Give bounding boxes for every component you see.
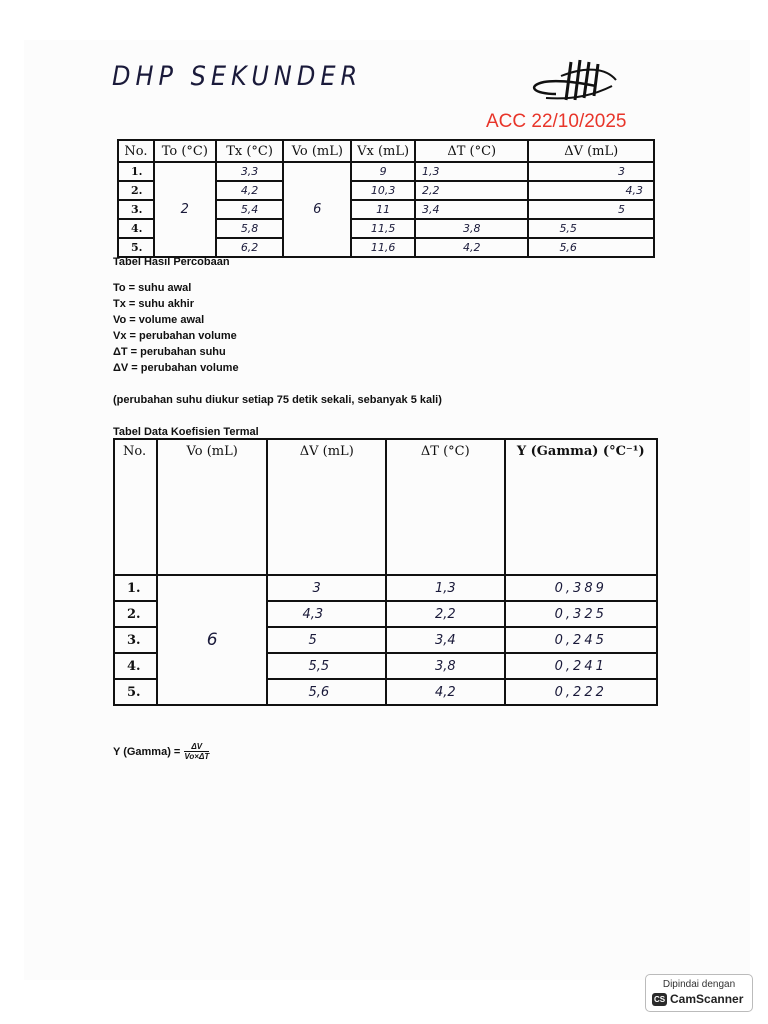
gamma-value: 0,389 <box>505 575 658 601</box>
vx-value: 10,3 <box>351 181 415 200</box>
table-header-row <box>114 439 657 575</box>
delta-v-value: 5,6 <box>267 679 386 705</box>
header-tx: Tx (°C) <box>216 140 284 162</box>
delta-v-value: 5 <box>267 627 386 653</box>
legend-item: ΔT = perubahan suhu <box>113 346 226 358</box>
gamma-value: 0,241 <box>505 653 658 679</box>
row-number: 3. <box>118 200 154 219</box>
row-number: 4. <box>118 219 154 238</box>
formula-numerator: ΔV <box>191 742 203 751</box>
gamma-formula <box>113 742 209 761</box>
row-number: 2. <box>118 181 154 200</box>
delta-t-value: 3,4 <box>415 200 528 219</box>
camscanner-logo-icon: CS <box>653 995 666 1004</box>
header-delta-t: ΔT (°C) <box>386 439 504 575</box>
vx-value: 11,5 <box>351 219 415 238</box>
legend-item: To = suhu awal <box>113 282 192 294</box>
tx-value: 5,4 <box>216 200 284 219</box>
vo-value: 6 <box>283 162 351 257</box>
tx-value: 4,2 <box>216 181 284 200</box>
scanner-line1: Dipindai dengan <box>662 979 736 990</box>
table-row <box>118 162 654 181</box>
signature-icon <box>516 56 626 106</box>
delta-t-value: 3,8 <box>386 653 504 679</box>
header-to: To (°C) <box>154 140 216 162</box>
header-no: No. <box>114 439 157 575</box>
tx-value: 3,3 <box>216 162 284 181</box>
gamma-value: 0,325 <box>505 601 658 627</box>
formula-denominator: Vo×ΔT <box>184 752 210 761</box>
row-number: 1. <box>114 575 157 601</box>
header-delta-t: ΔT (°C) <box>415 140 528 162</box>
delta-v-value: 5,5 <box>267 653 386 679</box>
page-title: DHP SEKUNDER <box>112 60 363 92</box>
header-gamma: Y (Gamma) (°C⁻¹) <box>505 439 658 575</box>
table-header-row <box>118 140 654 162</box>
results-table <box>117 139 655 258</box>
header-vo: Vo (mL) <box>157 439 268 575</box>
table2-caption: Tabel Data Koefisien Termal <box>113 426 259 438</box>
delta-v-value: 3 <box>267 575 386 601</box>
delta-t-value: 3,4 <box>386 627 504 653</box>
header-no: No. <box>118 140 154 162</box>
delta-t-value: 3,8 <box>415 219 528 238</box>
formula-lhs: Y (Gamma) = <box>113 745 181 758</box>
legend-list <box>113 280 239 376</box>
header-vx: Vx (mL) <box>351 140 415 162</box>
measurement-note: (perubahan suhu diukur setiap 75 detik sekali, sebanyak 5 kali) <box>113 394 442 406</box>
legend-item: Vo = volume awal <box>113 314 205 326</box>
delta-v-value: 4,3 <box>267 601 386 627</box>
scanner-line2: CamScanner <box>670 992 744 1006</box>
delta-v-value: 3 <box>528 162 654 181</box>
vx-value: 9 <box>351 162 415 181</box>
tx-value: 5,8 <box>216 219 284 238</box>
delta-v-value: 4,3 <box>528 181 654 200</box>
table-row <box>114 575 657 601</box>
delta-v-value: 5,5 <box>528 219 654 238</box>
gamma-value: 0,245 <box>505 627 658 653</box>
approval-stamp-text: ACC 22/10/2025 <box>486 111 627 132</box>
delta-t-value: 2,2 <box>415 181 528 200</box>
delta-v-value: 5 <box>528 200 654 219</box>
delta-t-value: 1,3 <box>386 575 504 601</box>
header-vo: Vo (mL) <box>283 140 351 162</box>
row-number: 2. <box>114 601 157 627</box>
row-number: 5. <box>118 238 154 257</box>
row-number: 1. <box>118 162 154 181</box>
formula-fraction <box>184 742 209 761</box>
row-number: 5. <box>114 679 157 705</box>
legend-item: Tx = suhu akhir <box>113 298 194 310</box>
vx-value: 11 <box>351 200 415 219</box>
delta-t-value: 2,2 <box>386 601 504 627</box>
coefficient-table <box>113 438 658 706</box>
delta-t-value: 4,2 <box>386 679 504 705</box>
row-number: 4. <box>114 653 157 679</box>
legend-item: ΔV = perubahan volume <box>113 362 239 374</box>
row-number: 3. <box>114 627 157 653</box>
delta-t-value: 4,2 <box>415 238 528 257</box>
header-delta-v: ΔV (mL) <box>267 439 386 575</box>
tx-value: 6,2 <box>216 238 284 257</box>
legend-item: Vx = perubahan volume <box>113 330 237 342</box>
vx-value: 11,6 <box>351 238 415 257</box>
table1-caption: Tabel Hasil Percobaan <box>113 256 230 268</box>
to-value: 2 <box>154 162 216 257</box>
header-delta-v: ΔV (mL) <box>528 140 654 162</box>
gamma-value: 0,222 <box>505 679 658 705</box>
delta-v-value: 5,6 <box>528 238 654 257</box>
vo-value: 6 <box>157 575 268 705</box>
scanner-watermark <box>645 974 753 1012</box>
delta-t-value: 1,3 <box>415 162 528 181</box>
